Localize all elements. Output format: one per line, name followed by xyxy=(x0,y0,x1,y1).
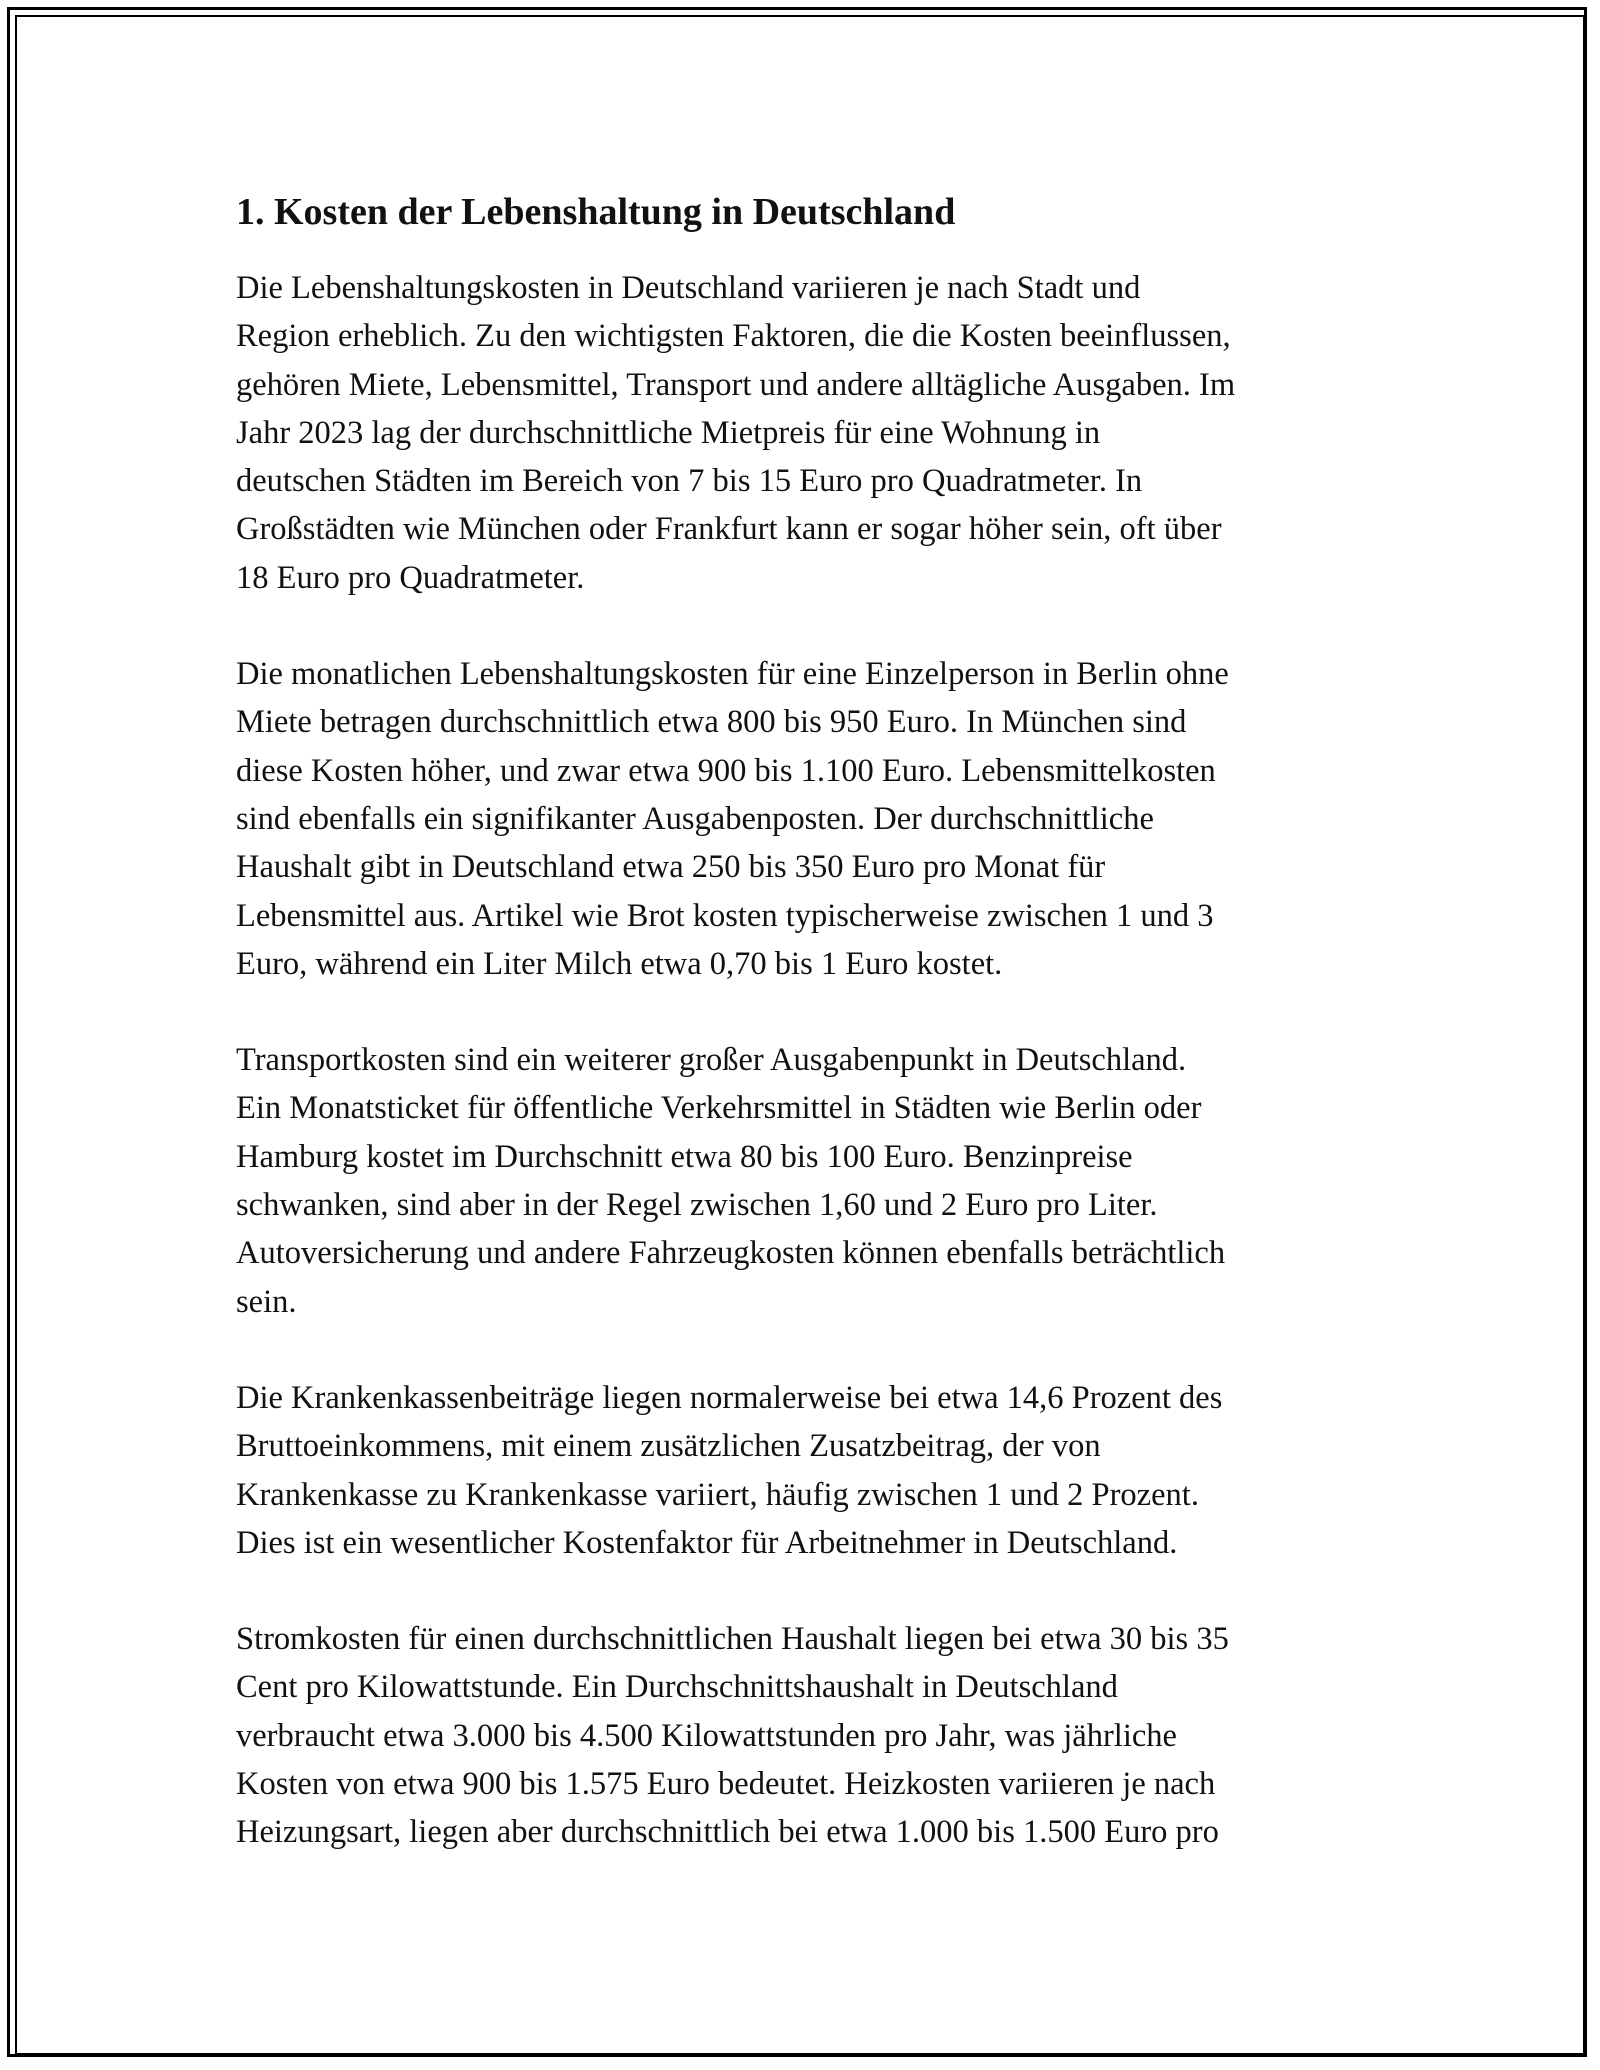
text-line: Miete betragen durchschnittlich etwa 800 bis 950 Euro. In München sind xyxy=(236,704,1187,741)
text-line: verbraucht etwa 3.000 bis 4.500 Kilowattstunden pro Jahr, was jährliche xyxy=(236,1717,1177,1754)
document-body xyxy=(236,186,1376,1905)
paragraph-health-insurance xyxy=(236,1374,1376,1567)
text-line: Euro, während ein Liter Milch etwa 0,70 bis 1 Euro kostet. xyxy=(236,945,1003,982)
text-line: Krankenkasse zu Krankenkasse variiert, häufig zwischen 1 und 2 Prozent. xyxy=(236,1476,1199,1513)
text-line: Dies ist ein wesentlicher Kostenfaktor für Arbeitnehmer in Deutschland. xyxy=(236,1524,1178,1561)
text-line: gehören Miete, Lebensmittel, Transport und andere alltägliche Ausgaben. Im xyxy=(236,366,1236,403)
text-line: Die Krankenkassenbeiträge liegen normalerweise bei etwa 14,6 Prozent des xyxy=(236,1379,1223,1416)
text-line: Die Lebenshaltungskosten in Deutschland variieren je nach Stadt und xyxy=(236,270,1141,306)
text-line: deutschen Städten im Bereich von 7 bis 15 Euro pro Quadratmeter. In xyxy=(236,463,1143,500)
text-line: Hamburg kostet im Durchschnitt etwa 80 bis 100 Euro. Benzinpreise xyxy=(236,1138,1133,1175)
text-line: Kosten von etwa 900 bis 1.575 Euro bedeutet. Heizkosten variieren je nach xyxy=(236,1766,1216,1803)
text-line: sein. xyxy=(236,1283,297,1320)
text-line: Jahr 2023 lag der durchschnittliche Mietpreis für eine Wohnung in xyxy=(236,414,1101,451)
text-line: Ein Monatsticket für öffentliche Verkehrsmittel in Städten wie Berlin oder xyxy=(236,1090,1202,1127)
text-line: Region erheblich. Zu den wichtigsten Faktoren, die die Kosten beeinflussen, xyxy=(236,318,1231,355)
text-line: Stromkosten für einen durchschnittlichen Haushalt liegen bei etwa 30 bis 35 xyxy=(236,1621,1229,1658)
paragraph-energy xyxy=(236,1615,1376,1856)
paragraph-rent xyxy=(236,264,1376,602)
paragraph-monthly-costs xyxy=(236,650,1376,988)
text-line: sind ebenfalls ein signifikanter Ausgabenposten. Der durchschnittliche xyxy=(236,800,1154,837)
text-line: Haushalt gibt in Deutschland etwa 250 bis 350 Euro pro Monat für xyxy=(236,849,1106,886)
text-line: Lebensmittel aus. Artikel wie Brot kosten typischerweise zwischen 1 und 3 xyxy=(236,897,1214,934)
text-line: 18 Euro pro Quadratmeter. xyxy=(236,559,585,596)
paragraph-transport xyxy=(236,1036,1376,1326)
section-heading: 1. Kosten der Lebenshaltung in Deutschland xyxy=(236,191,956,233)
text-line: diese Kosten höher, und zwar etwa 900 bis 1.100 Euro. Lebensmittelkosten xyxy=(236,752,1216,789)
text-line: Transportkosten sind ein weiterer großer Ausgabenpunkt in Deutschland. xyxy=(236,1042,1187,1079)
text-line: Autoversicherung und andere Fahrzeugkosten können ebenfalls beträchtlich xyxy=(236,1235,1226,1272)
text-line: Die monatlichen Lebenshaltungskosten für eine Einzelperson in Berlin ohne xyxy=(236,656,1229,693)
text-line: schwanken, sind aber in der Regel zwischen 1,60 und 2 Euro pro Liter. xyxy=(236,1187,1158,1224)
text-line: Cent pro Kilowattstunde. Ein Durchschnittshaushalt in Deutschland xyxy=(236,1669,1118,1706)
text-line: Bruttoeinkommens, mit einem zusätzlichen Zusatzbeitrag, der von xyxy=(236,1428,1101,1465)
text-line: Großstädten wie München oder Frankfurt kann er sogar höher sein, oft über xyxy=(236,511,1222,548)
text-line: Heizungsart, liegen aber durchschnittlich bei etwa 1.000 bis 1.500 Euro pro xyxy=(236,1814,1219,1851)
